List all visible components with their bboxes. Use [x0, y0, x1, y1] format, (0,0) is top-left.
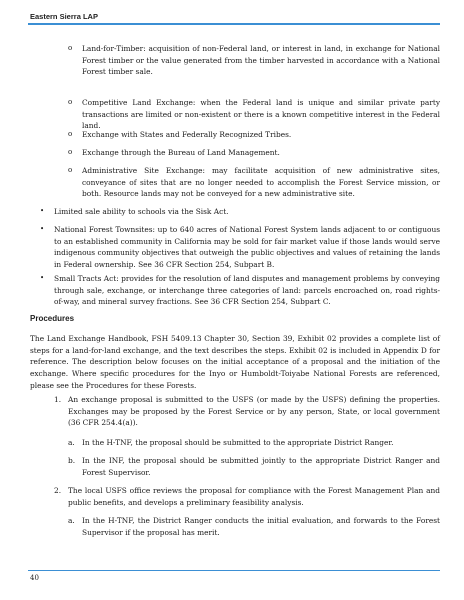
- step-1-text: An exchange proposal is submitted to the USFS (or made by the USFS) defining the properties. Exchanges may be proposed by the Forest Service or by any person, State, or local government (36 CFR 254.4(a)).: [68, 395, 440, 428]
- sub-item-marker: o: [68, 148, 73, 156]
- step-marker: 1.: [54, 395, 62, 404]
- step-2a-text: In the H-TNF, the District Ranger conducts the initial evaluation, and forwards to the Forest Supervisor if the proposal has merit.: [82, 516, 440, 537]
- substep-marker: a.: [68, 516, 75, 525]
- sub-item-land-for-timber: Land-for-Timber: acquisition of non-Federal land, or interest in land, in exchange for National Forest timber or the value generated from the timber harvested in accordance with a National Forest timber sale.: [82, 44, 440, 77]
- sub-item-blm: Exchange through the Bureau of Land Management.: [82, 148, 280, 157]
- bullet-sisk-act: Limited sale ability to schools via the Sisk Act.: [54, 207, 229, 216]
- bullet-townsites: National Forest Townsites: up to 640 acres of National Forest System lands adjacent to or contiguous to an established community in California may be sold for fair market value if those lands would serve indigenous community objectives that outweigh the public objectives and values of retaining the lands in Federal ownership. See 36 CFR Section 254, Subpart B.: [54, 225, 440, 270]
- sub-item-marker: o: [68, 98, 73, 106]
- step-1b-text: In the INF, the proposal should be submitted jointly to the appropriate District Ranger and Forest Supervisor.: [82, 456, 440, 477]
- substep-marker: a.: [68, 438, 75, 447]
- sub-item-marker: o: [68, 166, 73, 174]
- procedures-heading: Procedures: [30, 314, 75, 323]
- step-2-text: The local USFS office reviews the proposal for compliance with the Forest Management Plan and public benefits, and develops a preliminary feasibility analysis.: [68, 486, 440, 507]
- sub-item-administrative-site: Administrative Site Exchange: may facilitate acquisition of new administrative sites, conveyance of sites that are no longer needed to accomplish the Forest Service mission, or both. Resource lands may not be conveyed for a new administrative site.: [82, 166, 440, 199]
- sub-item-marker: o: [68, 130, 73, 138]
- bullet-small-tracts-act: Small Tracts Act: provides for the resolution of land disputes and management problems by conveying through sale, exchange, or interchange three categories of land: parcels encroached on, road rights-of-way, and mineral survey fractions. See 36 CFR Section 254, Subpart C.: [54, 274, 440, 307]
- step-marker: 2.: [54, 486, 62, 495]
- bullet-marker: •: [40, 274, 45, 282]
- page-header: Eastern Sierra LAP: [30, 12, 98, 21]
- step-1a-text: In the H-TNF, the proposal should be submitted to the appropriate District Ranger.: [82, 438, 394, 447]
- substep-marker: b.: [68, 456, 76, 465]
- sub-item-competitive-exchange: Competitive Land Exchange: when the Federal land is unique and similar private party transactions are limited or non-existent or there is a known competitive interest in the Federal land.: [82, 98, 440, 131]
- bullet-marker: •: [40, 225, 45, 233]
- bullet-marker: •: [40, 207, 45, 215]
- sub-item-states-tribes: Exchange with States and Federally Recognized Tribes.: [82, 130, 292, 139]
- sub-item-marker: o: [68, 44, 73, 52]
- footer-divider: [28, 570, 440, 571]
- page-number: 40: [30, 574, 39, 582]
- procedures-intro: The Land Exchange Handbook, FSH 5409.13 Chapter 30, Section 39, Exhibit 02 provides a complete list of steps for a land-for-land exchange, and the text describes the steps. Exhibit 02 is included in Appendix D for reference. The description below focuses on the initial acceptance of a proposal and the initiation of the exchange. Where specific procedures for the Inyo or Humboldt-Toiyabe National Forests are referenced, please see the Procedures for these Forests.: [30, 334, 440, 390]
